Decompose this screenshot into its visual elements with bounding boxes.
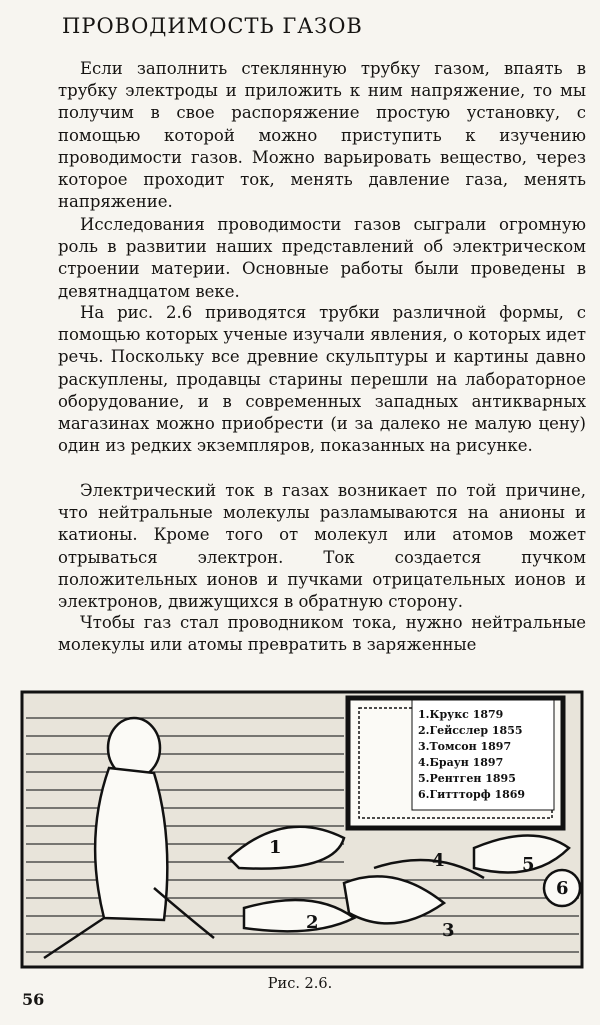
- tube-label-3: 3: [442, 920, 455, 941]
- paragraph-1: Если заполнить стеклянную трубку газом, впаять в трубку электроды и приложить к ним напряжение, то мы получим в свое распоряжение простую установку, с помощью которой можно приступить к изучению проводимости газов. Можно варьировать вещество, через которое проходит ток, менять давление газа, менять напряжение.: [58, 59, 586, 212]
- list-item-4: 4.Браун 1897: [418, 756, 504, 769]
- tube-label-4: 4: [432, 850, 445, 871]
- paragraph-3: На рис. 2.6 приводятся трубки различной формы, с помощью которых ученые изучали явления, о которых идет речь. Поскольку все древние скульптуры и картины давно раскуплены, продавцы старины перешли на лабораторное оборудование, и в современных западных антикварных магазинах можно приобрести (и за далеко не малую цену) один из редких экземпляров, показанных на рисунке.: [58, 303, 586, 456]
- tube-label-2: 2: [306, 912, 319, 933]
- tube-label-1: 1: [269, 837, 282, 858]
- figure-2-6-illustration: [14, 688, 588, 978]
- list-item-2: 2.Гейсслер 1855: [418, 724, 523, 737]
- paragraph-5: Чтобы газ стал проводником тока, нужно нейтральные молекулы или атомы превратить в заряженные: [58, 613, 586, 655]
- tube-label-5: 5: [522, 854, 535, 875]
- paragraph-2: Исследования проводимости газов сыграли огромную роль в развитии наших представлений об электрическом строении материи. Основные работы были проведены в девятнадцатом веке.: [58, 215, 586, 301]
- figure-caption: Рис. 2.6.: [267, 976, 333, 992]
- paragraph-4: Электрический ток в газах возникает по той причине, что нейтральные молекулы разламываются на анионы и катионы. Кроме того от молекул или атомов может отрываться электрон. Ток создается пучком положительных ионов и пучками отрицательных ионов и электронов, движущихся в обратную сторону.: [58, 481, 586, 612]
- list-item-5: 5.Рентген 1895: [418, 772, 516, 785]
- page-number: 56: [22, 990, 45, 1009]
- section-heading: ПРОВОДИМОСТЬ ГАЗОВ: [62, 14, 363, 38]
- list-item-3: 3.Томсон 1897: [418, 740, 512, 753]
- list-item-6: 6.Гиттторф 1869: [418, 788, 526, 801]
- tube-label-6: 6: [556, 878, 569, 899]
- list-item-1: 1.Крукс 1879: [418, 708, 504, 721]
